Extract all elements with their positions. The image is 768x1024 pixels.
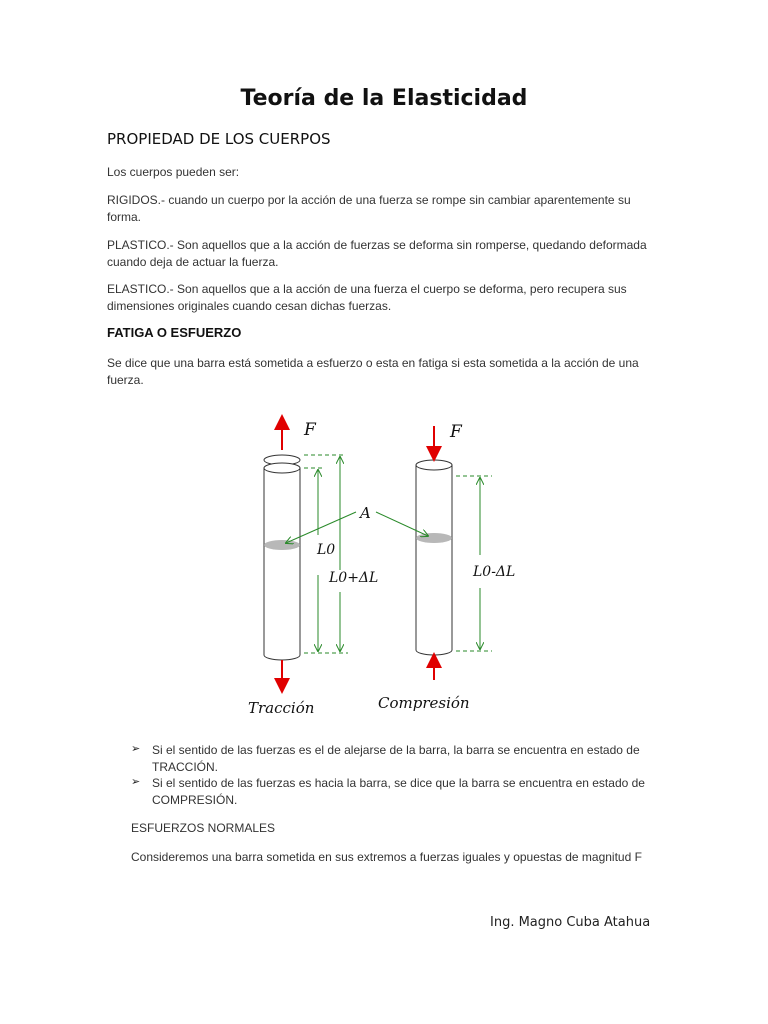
bullet-marker: ➢ (131, 742, 141, 755)
elastico-paragraph: ELASTICO.- Son aquellos que a la acción de una fuerza el cuerpo se deforma, pero recupera sus dimensiones originales cuando cesan dichas fuerzas. (107, 282, 627, 313)
footer-author: Ing. Magno Cuba Atahua (490, 915, 651, 930)
intro-paragraph: Los cuerpos pueden ser: (107, 165, 240, 179)
bullet-item-traction: Si el sentido de las fuerzas es el de alejarse de la barra, la barra se encuentra en estado de TRACCIÓN. (152, 743, 640, 774)
area-pointers (286, 512, 428, 543)
fatiga-paragraph: Se dice que una barra está sometida a esfuerzo o esta en fatiga si esta sometida a la acción de una fuerza. (107, 356, 639, 387)
area-label: A (360, 504, 371, 522)
l0-minus-label: L0-ΔL (473, 564, 516, 580)
fatiga-heading: FATIGA O ESFUERZO (107, 325, 242, 340)
compression-bar (416, 460, 452, 655)
page-title: Teoría de la Elasticidad (240, 86, 528, 111)
l0-plus-label: L0+ΔL (329, 570, 379, 586)
traction-bar (264, 455, 300, 660)
rigidos-paragraph: RIGIDOS.- cuando un cuerpo por la acción de una fuerza se rompe sin cambiar aparentemente su forma. (107, 193, 631, 224)
l0-label: L0 (317, 542, 336, 558)
plastico-paragraph: PLASTICO.- Son aquellos que a la acción de fuerzas se deforma sin romperse, quedando deformada cuando deja de actuar la fuerza. (107, 238, 647, 269)
section-heading: PROPIEDAD DE LOS CUERPOS (107, 130, 331, 148)
traction-compression-diagram (230, 410, 540, 730)
force-label-left: F (304, 420, 316, 440)
compression-caption: Compresión (378, 694, 470, 712)
esfuerzos-paragraph: Consideremos una barra sometida en sus extremos a fuerzas iguales y opuestas de magnitud F (131, 850, 642, 864)
area-section-left (264, 540, 300, 550)
area-section-right (416, 533, 452, 543)
bullet-marker: ➢ (131, 775, 141, 788)
traction-caption: Tracción (248, 699, 315, 717)
force-label-right: F (450, 422, 462, 442)
esfuerzos-heading: ESFUERZOS NORMALES (131, 821, 276, 835)
bullet-item-compression: Si el sentido de las fuerzas es hacia la barra, se dice que la barra se encuentra en estado de COMPRESIÓN. (152, 776, 645, 807)
